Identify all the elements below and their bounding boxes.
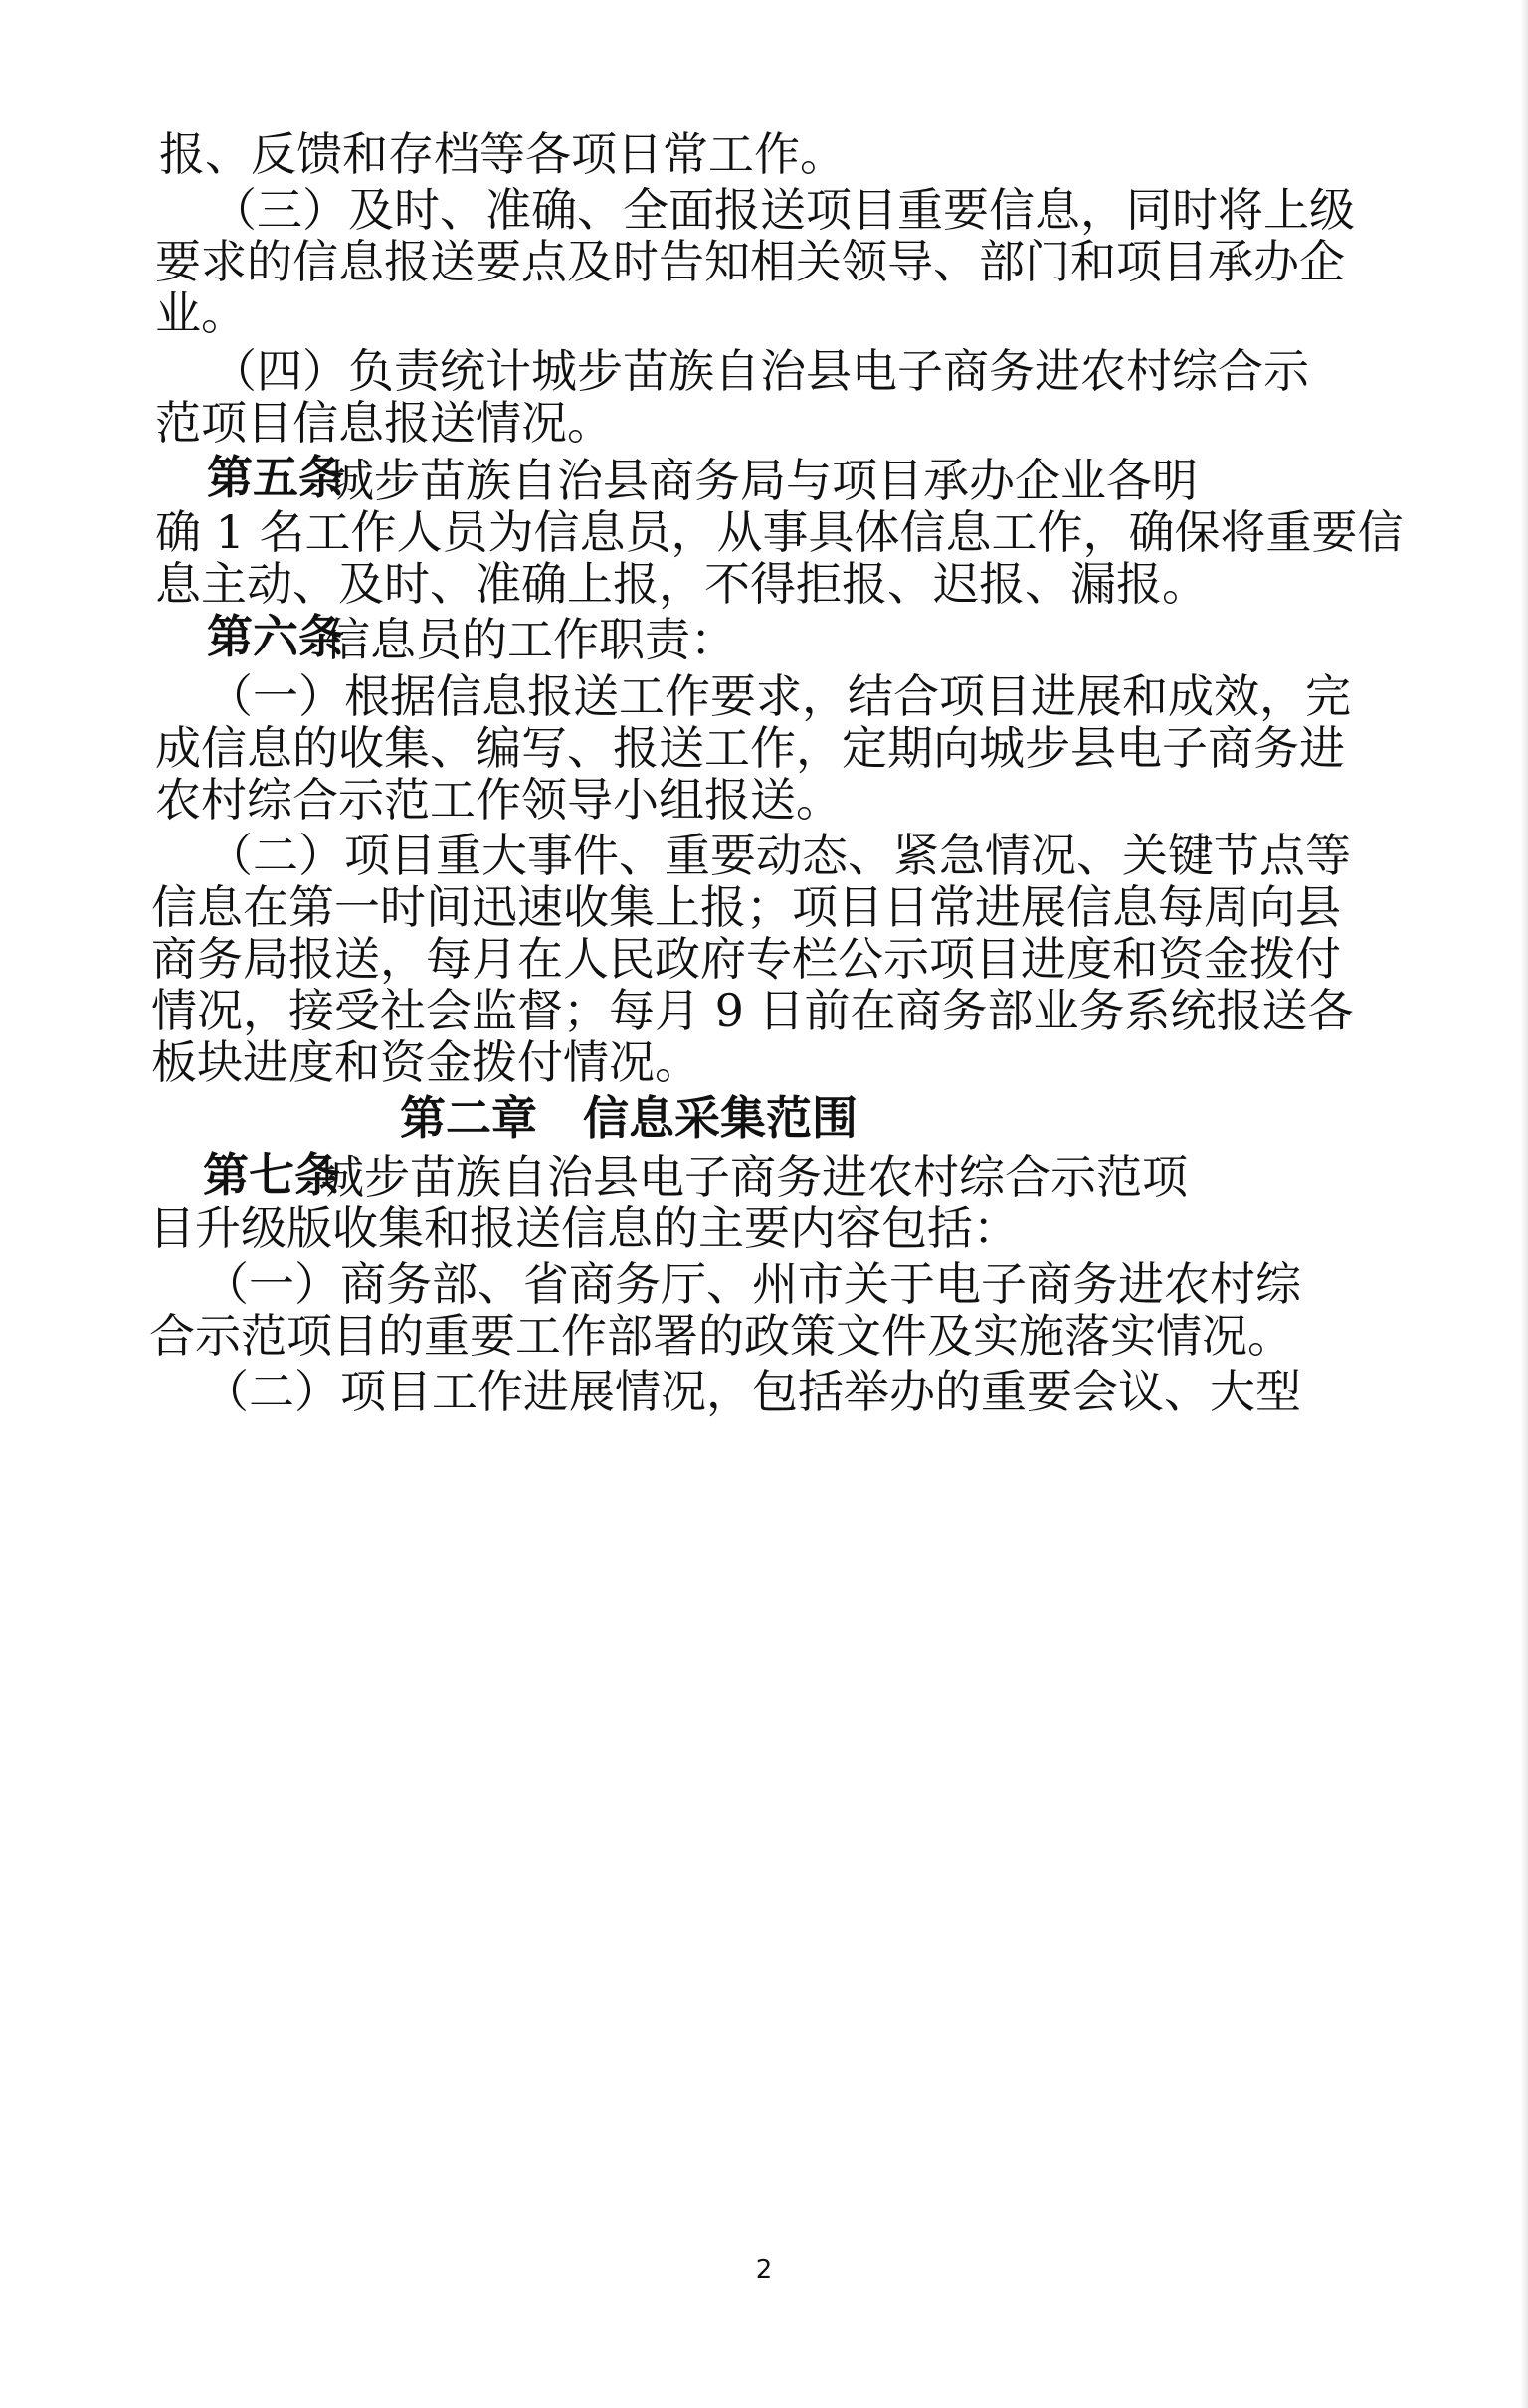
text-line-12: 成信息的收集、编写、报送工作，定期向城步县电子商务进 (155, 721, 1345, 775)
text-line-15: 信息在第一时间迅速收集上报；项目日常进展信息每周向县 (151, 880, 1341, 934)
text-line-20: 目升级版收集和报送信息的主要内容包括： (149, 1202, 1019, 1255)
text-line-19: 城步苗族自治县电子商务进农村综合示范项 (318, 1150, 1188, 1204)
text-line-21: （一）商务部、省商务厅、州市关于电子商务进农村综 (203, 1257, 1301, 1311)
text-line-7: 城步苗族自治县商务局与项目承办企业各明 (328, 454, 1198, 507)
text-line-14: （二）项目重大事件、重要动态、紧急情况、关键节点等 (207, 829, 1351, 882)
article-5-label: 第五条 (207, 451, 344, 504)
text-line-1: 报、反馈和存档等各项日常工作。 (159, 127, 846, 181)
text-line-16: 商务局报送，每月在人民政府专栏公示项目进度和资金拨付 (151, 932, 1341, 986)
article-7-label: 第七条 (203, 1148, 340, 1202)
text-line-22: 合示范项目的重要工作部署的政策文件及实施落实情况。 (149, 1309, 1293, 1363)
text-line-6: 范项目信息报送情况。 (155, 396, 613, 450)
text-line-3: 要求的信息报送要点及时告知相关领导、部门和项目承办企 (155, 235, 1345, 288)
page-number: 2 (755, 2255, 773, 2285)
text-line-11: （一）根据信息报送工作要求，结合项目进展和成效，完 (207, 669, 1351, 723)
text-line-2: （三）及时、准确、全面报送项目重要信息，同时将上级 (211, 183, 1355, 237)
text-line-23: （二）项目工作进展情况，包括举办的重要会议、大型 (203, 1365, 1301, 1418)
text-line-18: 板块进度和资金拨付情况。 (151, 1035, 700, 1089)
scan-edge (1520, 0, 1528, 2408)
article-6-label: 第六条 (207, 610, 344, 663)
text-line-4: 业。 (155, 286, 247, 340)
text-line-8: 确 1 名工作人员为信息员，从事具体信息工作，确保将重要信 (155, 505, 1404, 559)
chapter-heading: 第二章 信息采集范围 (400, 1091, 858, 1145)
text-line-5: （四）负责统计城步苗族自治县电子商务进农村综合示 (211, 344, 1309, 398)
text-line-13: 农村综合示范工作领导小组报送。 (155, 773, 842, 827)
text-line-9: 息主动、及时、准确上报，不得拒报、迟报、漏报。 (155, 557, 1208, 611)
text-line-17: 情况，接受社会监督；每月 9 日前在商务部业务系统报送各 (151, 984, 1354, 1037)
text-line-10: 信息员的工作职责： (324, 613, 736, 666)
